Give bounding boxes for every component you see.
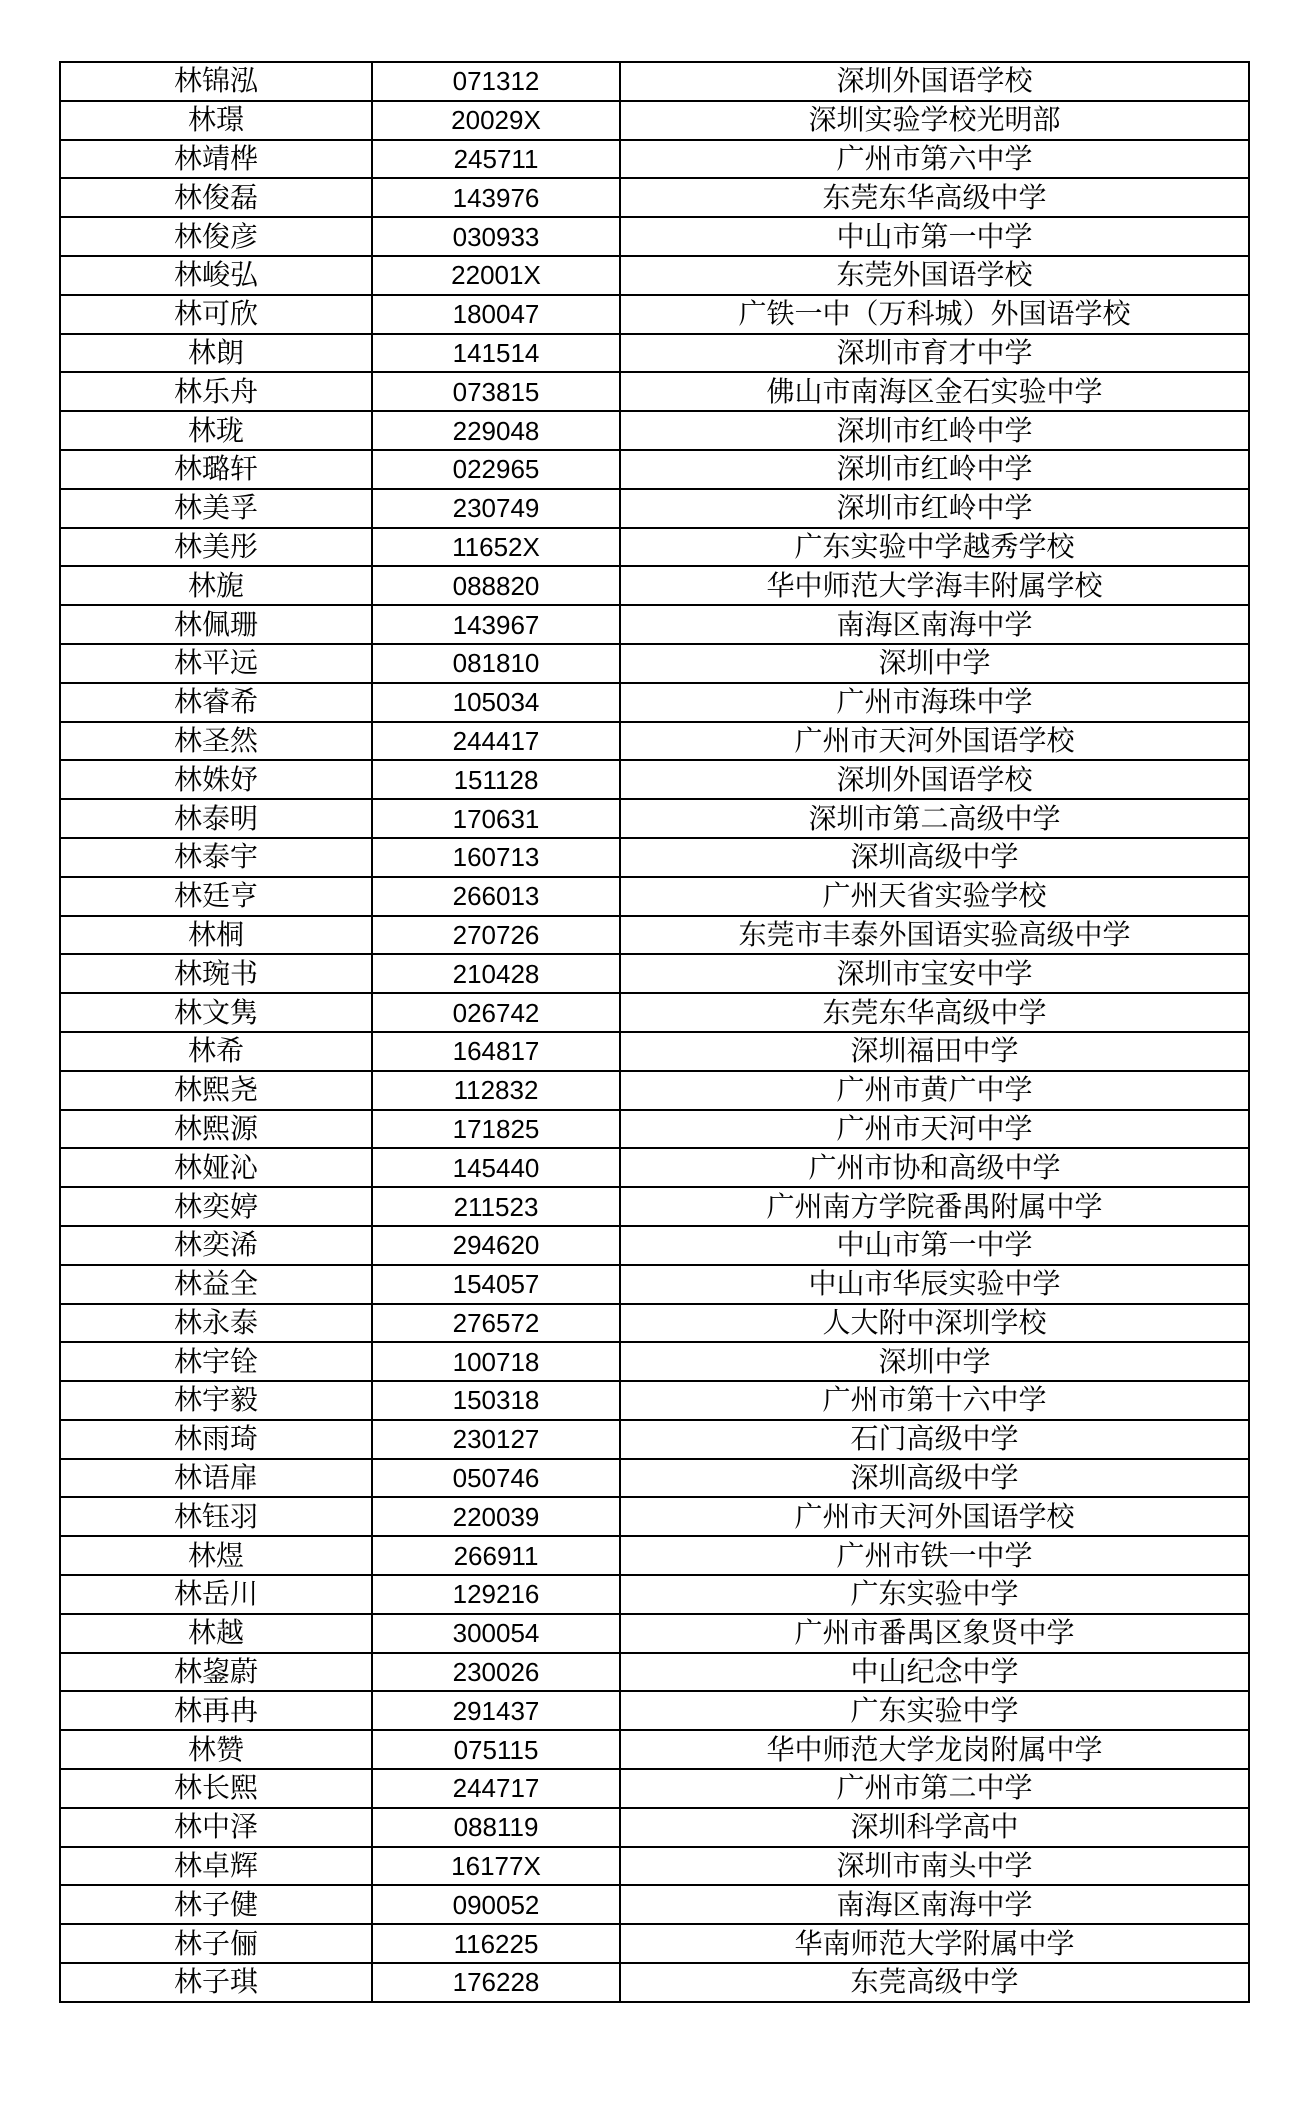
table-row bbox=[60, 334, 1249, 373]
table-row bbox=[60, 528, 1249, 567]
school-cell: 东莞东华高级中学 bbox=[620, 178, 1249, 217]
school-cell: 深圳市第二高级中学 bbox=[620, 799, 1249, 838]
table-row bbox=[60, 1381, 1249, 1420]
table-row bbox=[60, 1885, 1249, 1924]
school-cell: 深圳市育才中学 bbox=[620, 334, 1249, 373]
id-cell: 154057 bbox=[372, 1265, 620, 1304]
table-row bbox=[60, 566, 1249, 605]
table-row bbox=[60, 1730, 1249, 1769]
school-cell: 广州市天河中学 bbox=[620, 1110, 1249, 1149]
table-row bbox=[60, 1769, 1249, 1808]
name-cell: 林奕婷 bbox=[60, 1187, 372, 1226]
table-row bbox=[60, 1148, 1249, 1187]
school-cell: 深圳福田中学 bbox=[620, 1032, 1249, 1071]
table-row bbox=[60, 1265, 1249, 1304]
id-cell: 16177X bbox=[372, 1847, 620, 1886]
id-cell: 266013 bbox=[372, 877, 620, 916]
school-cell: 深圳中学 bbox=[620, 644, 1249, 683]
name-cell: 林乐舟 bbox=[60, 372, 372, 411]
id-cell: 230026 bbox=[372, 1653, 620, 1692]
table-row bbox=[60, 799, 1249, 838]
name-cell: 林语扉 bbox=[60, 1459, 372, 1498]
name-cell: 林雨琦 bbox=[60, 1420, 372, 1459]
id-cell: 294620 bbox=[372, 1226, 620, 1265]
school-cell: 深圳高级中学 bbox=[620, 1459, 1249, 1498]
name-cell: 林宇毅 bbox=[60, 1381, 372, 1420]
school-cell: 深圳外国语学校 bbox=[620, 62, 1249, 101]
school-cell: 深圳高级中学 bbox=[620, 838, 1249, 877]
id-cell: 164817 bbox=[372, 1032, 620, 1071]
id-cell: 276572 bbox=[372, 1304, 620, 1343]
table-row bbox=[60, 993, 1249, 1032]
table-row bbox=[60, 295, 1249, 334]
id-cell: 291437 bbox=[372, 1691, 620, 1730]
school-cell: 深圳市宝安中学 bbox=[620, 954, 1249, 993]
name-cell: 林熙尧 bbox=[60, 1071, 372, 1110]
name-cell: 林泰明 bbox=[60, 799, 372, 838]
school-cell: 佛山市南海区金石实验中学 bbox=[620, 372, 1249, 411]
id-cell: 211523 bbox=[372, 1187, 620, 1226]
id-cell: 090052 bbox=[372, 1885, 620, 1924]
school-cell: 深圳实验学校光明部 bbox=[620, 101, 1249, 140]
table-row bbox=[60, 1653, 1249, 1692]
table-row bbox=[60, 372, 1249, 411]
table-row bbox=[60, 722, 1249, 761]
id-cell: 160713 bbox=[372, 838, 620, 877]
school-cell: 深圳中学 bbox=[620, 1342, 1249, 1381]
school-cell: 南海区南海中学 bbox=[620, 605, 1249, 644]
school-cell: 华中师范大学龙岗附属中学 bbox=[620, 1730, 1249, 1769]
table-row bbox=[60, 760, 1249, 799]
school-cell: 广东实验中学越秀学校 bbox=[620, 528, 1249, 567]
table-row bbox=[60, 1420, 1249, 1459]
school-cell: 中山纪念中学 bbox=[620, 1653, 1249, 1692]
name-cell: 林俊彦 bbox=[60, 217, 372, 256]
table-row bbox=[60, 489, 1249, 528]
school-cell: 广州市海珠中学 bbox=[620, 683, 1249, 722]
table-row bbox=[60, 1536, 1249, 1575]
school-cell: 东莞东华高级中学 bbox=[620, 993, 1249, 1032]
table-row bbox=[60, 1187, 1249, 1226]
name-cell: 林鋆蔚 bbox=[60, 1653, 372, 1692]
id-cell: 100718 bbox=[372, 1342, 620, 1381]
table-row bbox=[60, 1691, 1249, 1730]
id-cell: 088820 bbox=[372, 566, 620, 605]
name-cell: 林熙源 bbox=[60, 1110, 372, 1149]
school-cell: 深圳市南头中学 bbox=[620, 1847, 1249, 1886]
id-cell: 171825 bbox=[372, 1110, 620, 1149]
name-cell: 林越 bbox=[60, 1614, 372, 1653]
id-cell: 143967 bbox=[372, 605, 620, 644]
id-cell: 244717 bbox=[372, 1769, 620, 1808]
table-row bbox=[60, 217, 1249, 256]
table-row bbox=[60, 954, 1249, 993]
id-cell: 112832 bbox=[372, 1071, 620, 1110]
school-cell: 中山市第一中学 bbox=[620, 1226, 1249, 1265]
id-cell: 270726 bbox=[372, 916, 620, 955]
name-cell: 林桐 bbox=[60, 916, 372, 955]
name-cell: 林子琪 bbox=[60, 1963, 372, 2002]
school-cell: 中山市第一中学 bbox=[620, 217, 1249, 256]
name-cell: 林琬书 bbox=[60, 954, 372, 993]
name-cell: 林圣然 bbox=[60, 722, 372, 761]
name-cell: 林文隽 bbox=[60, 993, 372, 1032]
id-cell: 266911 bbox=[372, 1536, 620, 1575]
id-cell: 244417 bbox=[372, 722, 620, 761]
name-cell: 林佩珊 bbox=[60, 605, 372, 644]
school-cell: 广州市天河外国语学校 bbox=[620, 722, 1249, 761]
school-cell: 广东实验中学 bbox=[620, 1691, 1249, 1730]
school-cell: 广州天省实验学校 bbox=[620, 877, 1249, 916]
table-row bbox=[60, 1963, 1249, 2002]
id-cell: 073815 bbox=[372, 372, 620, 411]
school-cell: 南海区南海中学 bbox=[620, 1885, 1249, 1924]
table-row bbox=[60, 1614, 1249, 1653]
school-cell: 广州市第六中学 bbox=[620, 140, 1249, 179]
table-body bbox=[60, 62, 1249, 2002]
school-cell: 东莞高级中学 bbox=[620, 1963, 1249, 2002]
table-row bbox=[60, 644, 1249, 683]
table-row bbox=[60, 838, 1249, 877]
id-cell: 300054 bbox=[372, 1614, 620, 1653]
table-row bbox=[60, 916, 1249, 955]
id-cell: 030933 bbox=[372, 217, 620, 256]
student-table bbox=[59, 61, 1250, 2003]
id-cell: 022965 bbox=[372, 450, 620, 489]
table-row bbox=[60, 605, 1249, 644]
id-cell: 210428 bbox=[372, 954, 620, 993]
school-cell: 广州市黄广中学 bbox=[620, 1071, 1249, 1110]
name-cell: 林泰宇 bbox=[60, 838, 372, 877]
table-row bbox=[60, 1032, 1249, 1071]
id-cell: 116225 bbox=[372, 1924, 620, 1963]
id-cell: 141514 bbox=[372, 334, 620, 373]
table-row bbox=[60, 1575, 1249, 1614]
table-row bbox=[60, 62, 1249, 101]
id-cell: 081810 bbox=[372, 644, 620, 683]
id-cell: 220039 bbox=[372, 1497, 620, 1536]
name-cell: 林益全 bbox=[60, 1265, 372, 1304]
name-cell: 林可欣 bbox=[60, 295, 372, 334]
school-cell: 石门高级中学 bbox=[620, 1420, 1249, 1459]
name-cell: 林廷亨 bbox=[60, 877, 372, 916]
id-cell: 088119 bbox=[372, 1808, 620, 1847]
table-row bbox=[60, 101, 1249, 140]
name-cell: 林睿希 bbox=[60, 683, 372, 722]
id-cell: 071312 bbox=[372, 62, 620, 101]
table-row bbox=[60, 1226, 1249, 1265]
id-cell: 145440 bbox=[372, 1148, 620, 1187]
name-cell: 林璐轩 bbox=[60, 450, 372, 489]
id-cell: 230127 bbox=[372, 1420, 620, 1459]
table-row bbox=[60, 1110, 1249, 1149]
id-cell: 050746 bbox=[372, 1459, 620, 1498]
name-cell: 林钰羽 bbox=[60, 1497, 372, 1536]
table-row bbox=[60, 1459, 1249, 1498]
school-cell: 广州市第二中学 bbox=[620, 1769, 1249, 1808]
id-cell: 129216 bbox=[372, 1575, 620, 1614]
name-cell: 林子健 bbox=[60, 1885, 372, 1924]
id-cell: 230749 bbox=[372, 489, 620, 528]
school-cell: 深圳市红岭中学 bbox=[620, 450, 1249, 489]
id-cell: 180047 bbox=[372, 295, 620, 334]
name-cell: 林璟 bbox=[60, 101, 372, 140]
school-cell: 深圳市红岭中学 bbox=[620, 411, 1249, 450]
id-cell: 22001X bbox=[372, 256, 620, 295]
id-cell: 176228 bbox=[372, 1963, 620, 2002]
id-cell: 026742 bbox=[372, 993, 620, 1032]
table-row bbox=[60, 1847, 1249, 1886]
table-row bbox=[60, 256, 1249, 295]
school-cell: 东莞外国语学校 bbox=[620, 256, 1249, 295]
table-row bbox=[60, 411, 1249, 450]
school-cell: 广铁一中（万科城）外国语学校 bbox=[620, 295, 1249, 334]
id-cell: 151128 bbox=[372, 760, 620, 799]
name-cell: 林朗 bbox=[60, 334, 372, 373]
table-row bbox=[60, 877, 1249, 916]
name-cell: 林奕浠 bbox=[60, 1226, 372, 1265]
school-cell: 广州市天河外国语学校 bbox=[620, 1497, 1249, 1536]
table-row bbox=[60, 450, 1249, 489]
name-cell: 林旎 bbox=[60, 566, 372, 605]
name-cell: 林煜 bbox=[60, 1536, 372, 1575]
id-cell: 229048 bbox=[372, 411, 620, 450]
name-cell: 林平远 bbox=[60, 644, 372, 683]
table-row bbox=[60, 178, 1249, 217]
id-cell: 105034 bbox=[372, 683, 620, 722]
id-cell: 150318 bbox=[372, 1381, 620, 1420]
table-row bbox=[60, 1304, 1249, 1343]
name-cell: 林锦泓 bbox=[60, 62, 372, 101]
name-cell: 林中泽 bbox=[60, 1808, 372, 1847]
name-cell: 林子俪 bbox=[60, 1924, 372, 1963]
name-cell: 林美彤 bbox=[60, 528, 372, 567]
name-cell: 林靖桦 bbox=[60, 140, 372, 179]
school-cell: 广州市第十六中学 bbox=[620, 1381, 1249, 1420]
school-cell: 深圳科学高中 bbox=[620, 1808, 1249, 1847]
id-cell: 075115 bbox=[372, 1730, 620, 1769]
school-cell: 广州市协和高级中学 bbox=[620, 1148, 1249, 1187]
table-row bbox=[60, 1342, 1249, 1381]
id-cell: 143976 bbox=[372, 178, 620, 217]
table-row bbox=[60, 1071, 1249, 1110]
name-cell: 林岳川 bbox=[60, 1575, 372, 1614]
name-cell: 林珑 bbox=[60, 411, 372, 450]
school-cell: 广州市番禺区象贤中学 bbox=[620, 1614, 1249, 1653]
school-cell: 深圳外国语学校 bbox=[620, 760, 1249, 799]
school-cell: 华南师范大学附属中学 bbox=[620, 1924, 1249, 1963]
name-cell: 林长熙 bbox=[60, 1769, 372, 1808]
name-cell: 林希 bbox=[60, 1032, 372, 1071]
name-cell: 林宇铨 bbox=[60, 1342, 372, 1381]
school-cell: 广州南方学院番禺附属中学 bbox=[620, 1187, 1249, 1226]
school-cell: 深圳市红岭中学 bbox=[620, 489, 1249, 528]
school-cell: 中山市华辰实验中学 bbox=[620, 1265, 1249, 1304]
table-row bbox=[60, 1497, 1249, 1536]
table-row bbox=[60, 1924, 1249, 1963]
table-row bbox=[60, 140, 1249, 179]
table-row bbox=[60, 683, 1249, 722]
school-cell: 广东实验中学 bbox=[620, 1575, 1249, 1614]
name-cell: 林美孚 bbox=[60, 489, 372, 528]
school-cell: 华中师范大学海丰附属学校 bbox=[620, 566, 1249, 605]
name-cell: 林永泰 bbox=[60, 1304, 372, 1343]
id-cell: 20029X bbox=[372, 101, 620, 140]
name-cell: 林娅沁 bbox=[60, 1148, 372, 1187]
id-cell: 11652X bbox=[372, 528, 620, 567]
name-cell: 林峻弘 bbox=[60, 256, 372, 295]
name-cell: 林卓辉 bbox=[60, 1847, 372, 1886]
school-cell: 广州市铁一中学 bbox=[620, 1536, 1249, 1575]
id-cell: 170631 bbox=[372, 799, 620, 838]
table-row bbox=[60, 1808, 1249, 1847]
school-cell: 东莞市丰泰外国语实验高级中学 bbox=[620, 916, 1249, 955]
name-cell: 林姝妤 bbox=[60, 760, 372, 799]
name-cell: 林赞 bbox=[60, 1730, 372, 1769]
school-cell: 人大附中深圳学校 bbox=[620, 1304, 1249, 1343]
name-cell: 林再冉 bbox=[60, 1691, 372, 1730]
name-cell: 林俊磊 bbox=[60, 178, 372, 217]
id-cell: 245711 bbox=[372, 140, 620, 179]
